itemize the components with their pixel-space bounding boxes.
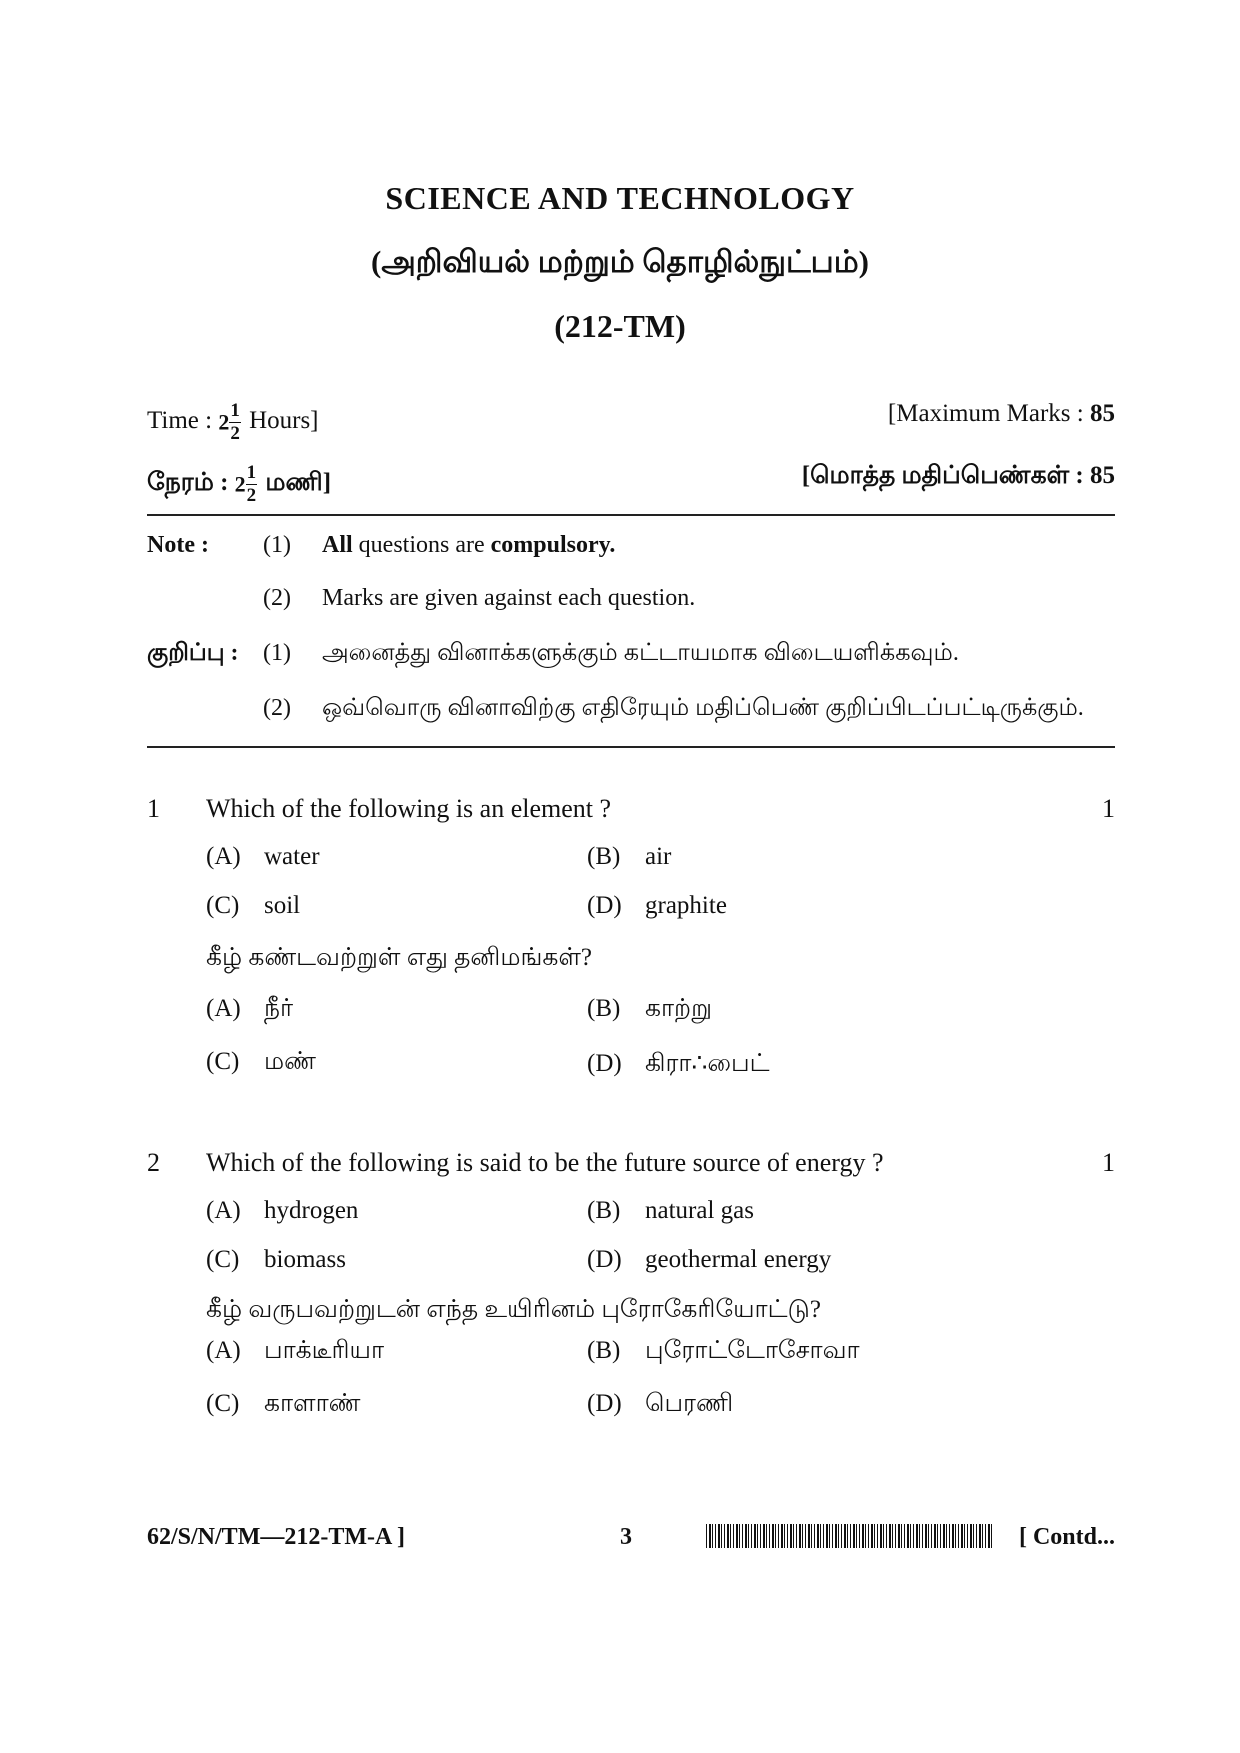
- q1-option-a: [206, 843, 320, 871]
- option-text: air: [645, 843, 672, 870]
- note-2-number: (2): [263, 585, 291, 611]
- q2-option-c: [206, 1246, 346, 1274]
- contd-label: [ Contd...: [1018, 1524, 1115, 1550]
- q1-option-b: [587, 843, 671, 871]
- question-1-text-tamil: கீழ் கண்டவற்றுள் எது தனிமங்கள்?: [206, 944, 592, 971]
- q1-option-c-tamil: [206, 1048, 316, 1079]
- time-fraction-numerator: 1: [230, 400, 240, 421]
- note-tamil-2-number: (2): [263, 695, 291, 721]
- time-fraction-tamil: [246, 462, 258, 507]
- note-1: [322, 532, 615, 559]
- option-label: (A): [206, 1197, 241, 1224]
- note-1-number: (1): [263, 532, 291, 558]
- note-2-text: Marks are given against each question.: [322, 585, 696, 611]
- paper-code: (212-TM): [554, 308, 686, 344]
- q1-option-c: [206, 892, 300, 920]
- max-marks-value: 85: [1090, 400, 1115, 427]
- question-2-text-tamil: கீழ் வருபவற்றுடன் எந்த உயிரினம் புரோகேரியோட்டு?: [206, 1296, 821, 1323]
- max-marks-line-tamil: [802, 462, 1115, 493]
- q1-option-d-tamil: [587, 1048, 770, 1081]
- time-fraction: [229, 400, 241, 445]
- note-label: Note :: [147, 532, 209, 558]
- option-text: காளாண்: [264, 1390, 361, 1417]
- option-text: hydrogen: [264, 1197, 359, 1224]
- option-label: (A): [206, 843, 241, 870]
- option-text: water: [264, 843, 320, 870]
- max-marks-label-tamil: [மொத்த மதிப்பெண்கள் :: [801, 462, 1084, 489]
- option-text: கிரா∴பைட்: [645, 1050, 770, 1077]
- option-text: biomass: [264, 1246, 346, 1273]
- max-marks-line: [888, 400, 1115, 428]
- option-text: geothermal energy: [645, 1246, 832, 1273]
- barcode-image: [706, 1524, 992, 1548]
- time-fraction-denominator-tamil: 2: [246, 485, 257, 506]
- question-2-text: Which of the following is said to be the future source of energy ?: [206, 1148, 884, 1177]
- q2-option-c-tamil: [206, 1390, 360, 1421]
- option-label: (A): [206, 1337, 241, 1364]
- time-label-tamil: நேரம் :: [147, 469, 229, 497]
- max-marks-value-tamil: 85: [1090, 462, 1115, 489]
- option-text: soil: [264, 892, 301, 919]
- note-1-bold-all: All: [322, 532, 353, 558]
- q2-option-a-tamil: [206, 1337, 384, 1368]
- option-label: (B): [587, 843, 621, 870]
- note-1-text: questions are: [358, 532, 485, 558]
- question-1-marks: 1: [1102, 794, 1115, 823]
- option-label: (C): [206, 1048, 240, 1075]
- note-1-bold-compulsory: compulsory.: [490, 532, 616, 558]
- q2-option-b: [587, 1197, 754, 1225]
- q2-option-b-tamil: [587, 1337, 860, 1368]
- option-label: (B): [587, 1337, 621, 1364]
- page-title: SCIENCE AND TECHNOLOGY: [385, 180, 855, 216]
- option-text: காற்று: [645, 995, 712, 1022]
- option-label: (D): [587, 1246, 622, 1273]
- option-text: மண்: [264, 1048, 316, 1075]
- option-label: (D): [587, 892, 622, 919]
- note-tamil-1-number: (1): [263, 640, 291, 666]
- note-label-tamil: குறிப்பு :: [147, 640, 239, 666]
- time-fraction-numerator-tamil: 1: [246, 462, 257, 483]
- notes-divider: [147, 746, 1115, 748]
- q1-option-d: [587, 892, 727, 920]
- question-1-number: 1: [147, 794, 160, 823]
- time-fraction-denominator: 2: [230, 423, 240, 444]
- q2-option-d: [587, 1246, 831, 1274]
- time-line-tamil: [147, 462, 331, 507]
- page-title-tamil: (அறிவியல் மற்றும் தொழில்நுட்பம்): [371, 244, 869, 279]
- option-label: (D): [587, 1050, 622, 1077]
- option-text: graphite: [645, 892, 727, 919]
- option-text: natural gas: [645, 1197, 754, 1224]
- option-text: நீர்: [264, 995, 294, 1022]
- page-number: 3: [620, 1524, 632, 1550]
- option-label: (D): [587, 1390, 622, 1417]
- time-unit-tamil: மணி]: [265, 469, 332, 497]
- q1-option-b-tamil: [587, 995, 712, 1026]
- option-label: (C): [206, 892, 240, 919]
- question-2-marks: 1: [1102, 1148, 1115, 1177]
- time-line: [147, 400, 319, 445]
- option-label: (C): [206, 1390, 240, 1417]
- question-2-number: 2: [147, 1148, 160, 1177]
- question-1-text: Which of the following is an element ?: [206, 794, 612, 823]
- time-whole-tamil: 2: [234, 471, 246, 497]
- q1-option-a-tamil: [206, 995, 293, 1026]
- q2-option-d-tamil: [587, 1390, 733, 1421]
- note-tamil-2-text: ஒவ்வொரு வினாவிற்கு எதிரேயும் மதிப்பெண் குறிப்பிடப்பட்டிருக்கும்.: [322, 695, 1084, 721]
- header-divider: [147, 514, 1115, 516]
- option-label: (A): [206, 995, 241, 1022]
- option-label: (C): [206, 1246, 240, 1273]
- time-label: Time :: [147, 407, 213, 435]
- q2-option-a: [206, 1197, 358, 1225]
- footer-paper-code: 62/S/N/TM—212-TM-A ]: [147, 1524, 405, 1550]
- time-unit: Hours]: [249, 407, 319, 435]
- option-text: பெரணி: [645, 1390, 734, 1417]
- option-label: (B): [587, 995, 621, 1022]
- option-text: பாக்டீரியா: [264, 1337, 385, 1364]
- option-text: புரோட்டோசோவா: [645, 1337, 860, 1364]
- time-whole: 2: [218, 409, 230, 435]
- note-tamil-1-text: அனைத்து வினாக்களுக்கும் கட்டாயமாக விடையளிக்கவும்.: [322, 640, 959, 666]
- max-marks-label: [Maximum Marks :: [887, 400, 1084, 427]
- option-label: (B): [587, 1197, 621, 1224]
